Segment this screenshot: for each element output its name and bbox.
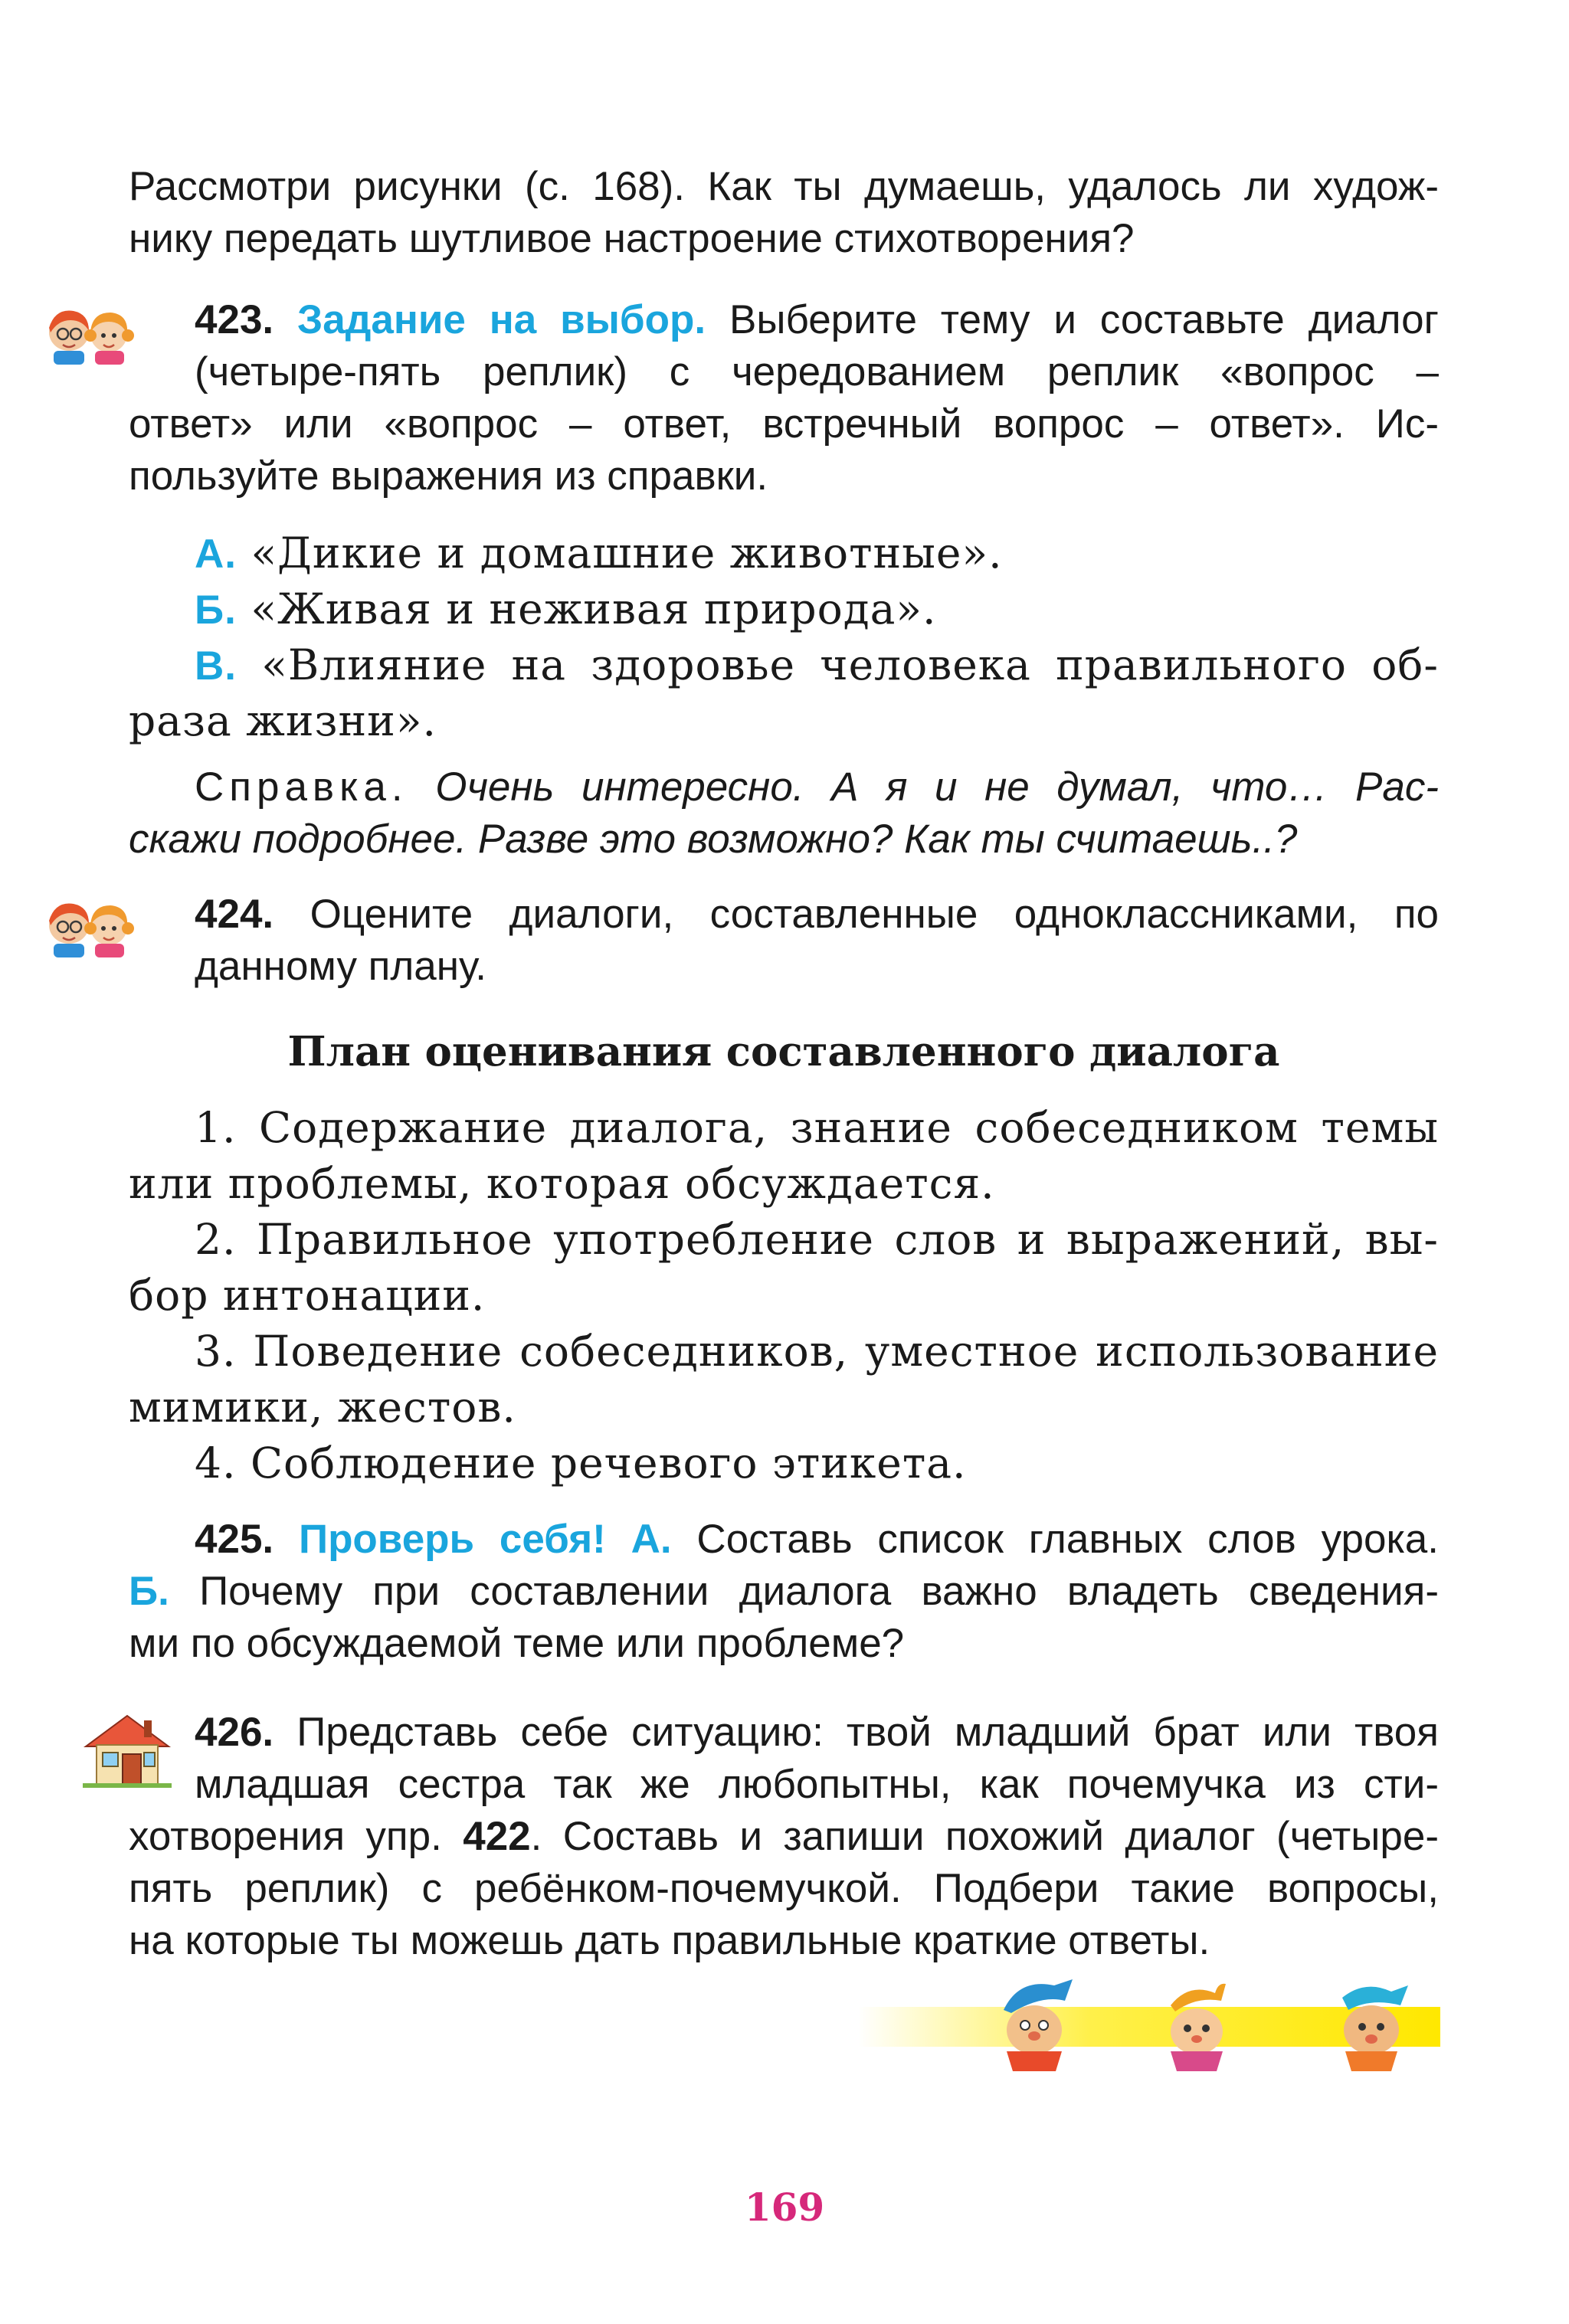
exercise-426-ref: 422: [463, 1814, 531, 1859]
option-v: [129, 637, 1439, 693]
exercise-423-options: [129, 525, 1439, 749]
exercise-426: [195, 1707, 1439, 1811]
exercise-426-line-5: на которые ты можешь дать правильные краткие ответы.: [129, 1918, 1210, 1963]
option-b-text: «Живая и неживая природа».: [251, 584, 937, 633]
option-v-cont: раза жизни».: [129, 696, 437, 745]
exercise-426-number: 426.: [195, 1710, 274, 1755]
exercise-423-line-1: [129, 294, 1439, 346]
exercise-425-a: А.: [631, 1517, 672, 1562]
exercise-425: [129, 1514, 1439, 1670]
plan-item-2: [129, 1212, 1439, 1268]
reference-label: Справка.: [195, 764, 408, 810]
plan-item-1-cont: или проблемы, которая обсуждается.: [129, 1159, 995, 1208]
exercise-426-line-3: [129, 1811, 1439, 1863]
reference-line-2: скажи подробнее. Разве это возможно? Как ты считаешь..?: [129, 817, 1298, 862]
three-cartoon-characters-icon: [988, 1975, 1448, 2074]
exercise-424-line-1: [195, 889, 1439, 941]
exercise-425-line-3: ми по обсуждаемой теме или проблеме?: [129, 1621, 905, 1666]
intro-line-1: Рассмотри рисунки (с. 168). Как ты думаешь, удалось ли худож-: [129, 164, 1439, 209]
plan-item-2-number: 2.: [195, 1215, 237, 1264]
exercise-426-line-1: [195, 1707, 1439, 1759]
reference-text-1: Очень интересно. А я и не думал, что… Рас-: [435, 764, 1439, 810]
exercise-423-line-2: (четыре-пять реплик) с чередованием реплик «вопрос –: [195, 349, 1439, 394]
exercise-426-line-4: пять реплик) с ребёнком-почемучкой. Подбери такие вопросы,: [129, 1866, 1439, 1911]
exercise-425-label: Проверь себя!: [298, 1517, 606, 1562]
exercise-426-text-3b: . Составь и запиши похожий диалог (четыре-: [530, 1814, 1439, 1859]
exercise-425-line-1: [129, 1514, 1439, 1566]
plan-item-2-text: Правильное употребление слов и выражений, вы-: [256, 1215, 1439, 1264]
exercise-426-text-3a: хотворения упр.: [129, 1814, 442, 1859]
option-b: [129, 581, 1439, 637]
page-number: 169: [744, 2185, 825, 2230]
exercise-424-number: 424.: [195, 892, 274, 937]
exercise-423-number: 423.: [195, 297, 274, 342]
option-a-letter: А.: [195, 532, 237, 577]
exercise-424-text-1: Оцените диалоги, составленные одноклассниками, по: [310, 892, 1440, 937]
option-a: [129, 525, 1439, 581]
exercise-424: [195, 889, 1439, 993]
exercise-425-line-2: [129, 1566, 1439, 1618]
plan-item-1: [129, 1100, 1439, 1156]
two-children-icon: [40, 305, 139, 366]
exercise-423-label: Задание на выбор.: [297, 297, 706, 342]
exercise-425-b: Б.: [129, 1569, 169, 1614]
option-b-letter: Б.: [195, 588, 237, 633]
plan-item-4-number: 4.: [195, 1439, 237, 1488]
plan-title: План оценивания составленного диалога: [287, 1028, 1280, 1075]
plan-item-4: [129, 1435, 1439, 1491]
exercise-424-line-2: данному плану.: [195, 944, 486, 989]
plan-item-1-number: 1.: [195, 1103, 237, 1152]
intro-line-2: нику передать шутливое настроение стихотворения?: [129, 216, 1135, 261]
intro-paragraph: [129, 161, 1439, 265]
exercise-423-line-4: пользуйте выражения из справки.: [129, 453, 768, 499]
option-v-letter: В.: [195, 643, 237, 689]
reference-line-1: [129, 761, 1439, 813]
exercise-426-text-1: Представь себе ситуацию: твой младший брат или твоя: [296, 1710, 1439, 1755]
plan-list: [129, 1100, 1439, 1491]
plan-item-3-number: 3.: [195, 1327, 237, 1376]
house-icon: [80, 1710, 175, 1789]
exercise-423: [129, 294, 1439, 502]
option-a-text: «Дикие и домашние животные».: [251, 529, 1003, 578]
exercise-425-b-text: Почему при составлении диалога важно владеть сведения-: [199, 1569, 1439, 1614]
exercise-425-a-text: Составь список главных слов урока.: [696, 1517, 1440, 1562]
plan-item-3-text: Поведение собеседников, уместное использование: [253, 1327, 1440, 1376]
exercise-426-line-2: младшая сестра так же любопытны, как почемучка из сти-: [195, 1762, 1439, 1807]
plan-item-4-text: Соблюдение речевого этикета.: [250, 1439, 967, 1488]
plan-item-3: [129, 1324, 1439, 1380]
plan-item-2-cont: бор интонации.: [129, 1271, 486, 1320]
exercise-423-text-1: Выберите тему и составьте диалог: [729, 297, 1439, 342]
exercise-426-cont: [129, 1811, 1439, 1967]
exercise-425-number: 425.: [195, 1517, 274, 1562]
two-children-icon: [40, 898, 139, 959]
option-v-text: «Влияние на здоровье человека правильного об-: [261, 640, 1440, 689]
plan-item-1-text: Содержание диалога, знание собеседником темы: [259, 1103, 1439, 1152]
plan-item-3-cont: мимики, жестов.: [129, 1383, 516, 1432]
exercise-423-line-3: ответ» или «вопрос – ответ, встречный вопрос – ответ». Ис-: [129, 401, 1439, 447]
exercise-423-reference: [129, 761, 1439, 866]
